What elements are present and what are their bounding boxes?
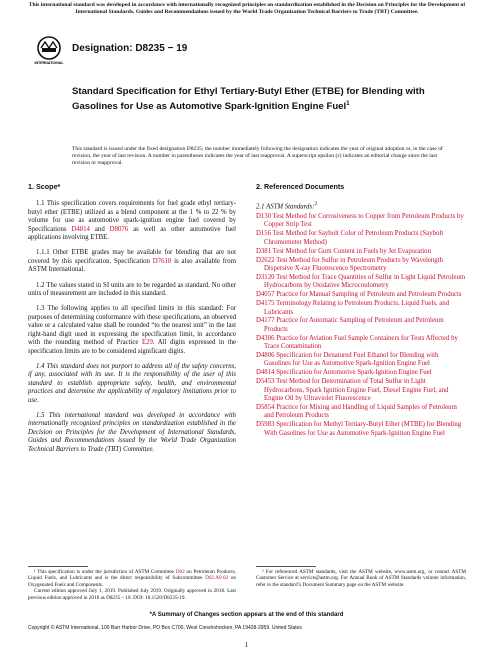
link-d02[interactable]: D02	[175, 569, 185, 575]
link-d4814[interactable]: D4814	[71, 225, 90, 233]
footnote-2: ² For referenced ASTM standards, visit the ASTM website, www.astm.org, or contact ASTM Customer Service at service@astm.org. For Annual Book of ASTM Standards volume information, refer to the standard’s Document Summary page on the ASTM website.	[256, 569, 466, 588]
right-column	[256, 183, 466, 439]
reference-link[interactable]: D4177	[256, 317, 275, 325]
reference-title[interactable]: Test Method for Gum Content in Fuels by Jet Evaporation	[271, 247, 431, 255]
title-footnote-marker[interactable]: 1	[346, 101, 350, 107]
footnote-2-marker[interactable]: 2	[314, 201, 318, 208]
reference-item	[256, 300, 466, 317]
reference-item	[256, 378, 466, 403]
link-e29[interactable]: E29	[141, 339, 153, 347]
scope-1-1: 1.1 This specification covers requirements for fuel grade ethyl tertiary-butyl ether (ETBE) utilized as a blend component at the 1 % to 22 % by volume for use as automotive spark-ignition engine fuel covered by Specifications D4814 and D8076 as well as other automotive fuel applications involving ETBE.	[28, 200, 236, 242]
reference-title[interactable]: Test Method for Trace Quantities of Sulfur in Light Liquid Petroleum Hydrocarbons by Oxidative Microcoulometry	[264, 273, 466, 290]
reference-item	[256, 335, 466, 352]
reference-link[interactable]: D381	[256, 247, 272, 255]
left-column	[28, 183, 236, 461]
footnote-divider-right	[256, 566, 316, 567]
document-title	[72, 86, 432, 113]
reference-link[interactable]: D5453	[256, 378, 275, 386]
reference-item	[256, 317, 466, 334]
reference-item	[256, 274, 466, 291]
reference-item	[256, 352, 466, 369]
reference-link[interactable]: D4814	[256, 369, 275, 377]
reference-title[interactable]: Test Method for Determination of Total Sulfur in Light Hydrocarbons, Spark Ignition Engine Fuel, Diesel Engine Fuel, and Engine Oil by Ultraviolet Fluorescence	[264, 378, 449, 403]
reference-title[interactable]: Test Method for Corrosiveness to Copper from Petroleum Products by Copper Strip Test	[264, 213, 464, 229]
reference-link[interactable]: D3120	[256, 273, 275, 281]
reference-title[interactable]: Practice for Mixing and Handling of Liquid Samples of Petroleum and Petroleum Products	[264, 404, 457, 420]
astm-standards-label: 2.1 ASTM Standards:$^2$	[256, 201, 318, 211]
reference-link[interactable]: D4175	[256, 300, 275, 308]
reference-title[interactable]: Test Method for Saybolt Color of Petroleum Products (Saybolt Chromometer Method)	[264, 230, 444, 246]
reference-item	[256, 404, 466, 421]
reference-title[interactable]: Practice for Aviation Fuel Sample Containers for Tests Affected by Trace Contamination	[264, 334, 458, 351]
page-number: 1	[244, 641, 249, 649]
designation: Designation: D8235 − 19	[72, 43, 188, 54]
svg-text:INTERNATIONAL: INTERNATIONAL	[34, 61, 64, 65]
reference-title[interactable]: Practice for Manual Sampling of Petroleum and Petroleum Products	[274, 291, 462, 299]
reference-link[interactable]: D4057	[256, 291, 275, 299]
scope-1-3: 1.3 The following applies to all specified limits in this standard: For purposes of determining conformance with these specifications, an observed value or a calculated value shall be rounded “to the nearest unit” in the last right-hand digit used in expressing the specification limit, in accordance with the rounding method of Practice E29. All digits expressed in the specification limits are to be considered significant digits.	[28, 305, 237, 355]
reference-link[interactable]: D2622	[256, 256, 275, 264]
tbt-notice: This international standard was developed in accordance with internationally recognized principles on standardization established in the Decision on Principles for the Development of International Standards, Guides and Recommendations issued by the World Trade Organization Technical Barriers to Trade (TBT) Committee.	[28, 2, 466, 15]
reference-link[interactable]: D5983	[256, 421, 275, 429]
reference-link[interactable]: D4806	[256, 352, 275, 360]
link-d8076[interactable]: D8076	[109, 225, 129, 233]
reference-item	[256, 257, 466, 274]
scope-1-5: 1.5 This international standard was developed in accordance with internationally recognized principles on standardization established in the Decision on Principles for the Development of International Standards, Guides and Recommendations issued by the World Trade Organization Technical Barriers to Trade (TBT) Committee.	[28, 411, 236, 453]
reference-title[interactable]: Practice for Automatic Sampling of Petroleum and Petroleum Products	[264, 317, 444, 333]
astm-logo-icon	[34, 36, 64, 66]
references-heading: 2. Referenced Documents	[256, 182, 345, 191]
reference-title[interactable]: Terminology Relating to Petroleum Products, Liquid Fuels, and Lubricants	[264, 300, 450, 316]
reference-item	[256, 248, 466, 256]
reference-item	[256, 213, 466, 230]
link-d02-a0-02[interactable]: D02.A0.02	[205, 575, 229, 582]
reference-item	[256, 421, 466, 438]
reference-item	[256, 230, 466, 247]
reference-title[interactable]: Specification for Denatured Fuel Ethanol for Blending with Gasolines for Use as Automotive Spark-Ignition Engine Fuel	[264, 352, 439, 368]
reference-list	[256, 213, 466, 438]
summary-of-changes-note: *A Summary of Changes section appears at the end of this standard	[149, 612, 344, 618]
reference-link[interactable]: D156	[256, 230, 272, 238]
reference-link[interactable]: D5854	[256, 404, 275, 412]
reference-title[interactable]: Specification for Methyl Tertiary-Butyl Ether (MTBE) for Blending With Gasolines for Use as Automotive Spark-Ignition Engine Fuel	[264, 421, 462, 437]
scope-1-4: 1.4 This standard does not purport to address all of the safety concerns, if any, associated with its use. It is the responsibility of the user of this standard to establish appropriate safety, health, and environmental practices and determine the applicability of regulatory limitations prior to use.	[28, 362, 236, 404]
footnote-divider	[28, 566, 88, 567]
scope-1-2: 1.2 The values stated in SI units are to be regarded as standard. No other units of measurement are included in this standard.	[28, 281, 236, 298]
link-d7618[interactable]: D7618	[152, 257, 172, 265]
footnote-1: ¹ This specification is under the jurisdiction of ASTM Committee D02 on Petroleum Products, Liquid Fuels, and Lubricants and is the direct responsibility of Subcommittee D02.A0.02 on Oxygenated Fuels and Components. Current edition approved July 1, 2019. Published July 2019. Originally approved in 2018. Last previous edition approved in 2018 as D8235 – 18. DOI: 10.1520/D8235-19.	[28, 569, 237, 601]
reference-link[interactable]: D4306	[256, 334, 275, 342]
reference-item	[256, 291, 466, 299]
title-text: Standard Specification for Ethyl Tertiary-Butyl Ether (ETBE) for Blending with Gasolines for Use as Automotive Spark-Ignition Engine Fuel	[72, 86, 425, 113]
scope-heading: 1. Scope*	[28, 182, 61, 191]
issued-note: This standard is issued under the fixed designation D8235; the number immediately following the designation indicates the year of original adoption or, in the case of revision, the year of last revision. A number in parentheses indicates the year of last reapproval. A superscript epsilon (ε) indicates an editorial change since the last revision or reapproval.	[72, 146, 443, 167]
copyright-line: Copyright © ASTM International, 100 Barr Harbor Drive, PO Box C700, West Conshohocken, PA 19428-2959. United States	[28, 625, 302, 631]
reference-link[interactable]: D130	[256, 213, 272, 221]
reference-title[interactable]: Specification for Automotive Spark-Ignition Engine Fuel	[274, 369, 432, 377]
reference-item	[256, 369, 466, 377]
scope-1-1-1: 1.1.1 Other ETBE grades may be available for blending that are not covered by this specification. Specification D7618 is also available from ASTM International.	[28, 249, 236, 274]
reference-title[interactable]: Test Method for Sulfur in Petroleum Products by Wavelength Dispersive X-ray Fluorescence Spectrometry	[264, 256, 443, 273]
